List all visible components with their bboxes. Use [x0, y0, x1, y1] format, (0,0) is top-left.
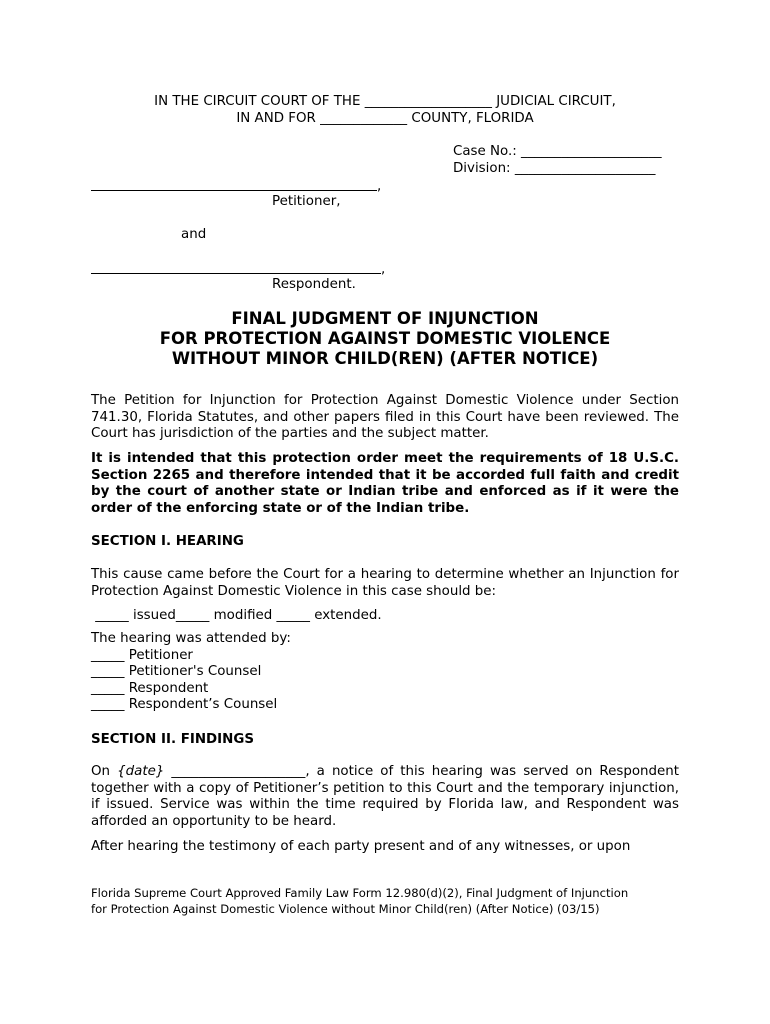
- footer-line-1: Florida Supreme Court Approved Family Law Form 12.980(d)(2), Final Judgment of Injunction: [91, 886, 629, 900]
- respondent-label: Respondent.: [272, 277, 356, 292]
- title-line-1: FINAL JUDGMENT OF INJUNCTION: [231, 309, 539, 328]
- full-faith-paragraph: It is intended that this protection order meet the requirements of 18 U.S.C. Section 2265 and therefore intended that it be accorded full faith and credit by the court of another state or Indian tribe and enforced as if it were the order of the enforcing state or of the Indian tribe.: [91, 451, 679, 516]
- service-prefix: On: [91, 764, 118, 779]
- title-line-2: FOR PROTECTION AGAINST DOMESTIC VIOLENCE: [159, 329, 611, 348]
- footer-line-2: for Protection Against Domestic Violence without Minor Child(ren) (After Notice) (03/15): [91, 902, 600, 916]
- section-2-heading: SECTION II. FINDINGS: [91, 732, 254, 747]
- case-number: Case No.: _____________________: [453, 144, 662, 159]
- document-title: [0, 309, 770, 369]
- division: Division: _____________________: [453, 161, 656, 176]
- date-field: {date}: [117, 764, 165, 779]
- and-label: and: [181, 227, 207, 242]
- section-1-heading: SECTION I. HEARING: [91, 534, 244, 549]
- service-paragraph: [91, 764, 679, 830]
- petitioner-comma: ,: [377, 179, 382, 194]
- attendee-petitioner-counsel: _____ Petitioner's Counsel: [91, 664, 262, 680]
- attendee-respondent-counsel: _____ Respondent’s Counsel: [91, 697, 278, 713]
- testimony-paragraph: After hearing the testimony of each party present and of any witnesses, or upon: [91, 839, 631, 854]
- respondent-name-line: [91, 273, 381, 274]
- caption-line-2: IN AND FOR _____________ COUNTY, FLORIDA: [236, 111, 534, 126]
- attendance-list: [91, 631, 679, 714]
- section-1-paragraph: This cause came before the Court for a hearing to determine whether an Injunction for Protection Against Domestic Violence in this case should be:: [91, 567, 679, 599]
- title-line-3: WITHOUT MINOR CHILD(REN) (AFTER NOTICE): [171, 349, 599, 368]
- petitioner-name-line: [91, 190, 377, 191]
- attendee-petitioner: _____ Petitioner: [91, 647, 193, 663]
- form-footer: [91, 885, 628, 917]
- intro-paragraph: The Petition for Injunction for Protection Against Domestic Violence under Section 741.30, Florida Statutes, and other papers filed in this Court have been reviewed. The Court has jurisdiction of the parties and the subject matter.: [91, 393, 679, 442]
- respondent-comma: ,: [381, 262, 386, 277]
- attendee-respondent: _____ Respondent: [91, 680, 209, 696]
- caption-line-1: IN THE CIRCUIT COURT OF THE ___________________ JUDICIAL CIRCUIT,: [154, 94, 616, 109]
- case-info: [453, 143, 662, 177]
- injunction-options: _____ issued_____ modified _____ extended.: [91, 608, 382, 623]
- court-caption: [0, 93, 770, 127]
- petitioner-label: Petitioner,: [272, 194, 341, 209]
- service-rest: ____________________, a notice of this hearing was served on Respondent together with a copy of Petitioner’s petition to this Court and the temporary injunction, if issued. Service was within the time required by Florida law, and Respondent was afforded an opportunity to be heard.: [91, 764, 679, 829]
- attended-label: The hearing was attended by:: [91, 631, 291, 646]
